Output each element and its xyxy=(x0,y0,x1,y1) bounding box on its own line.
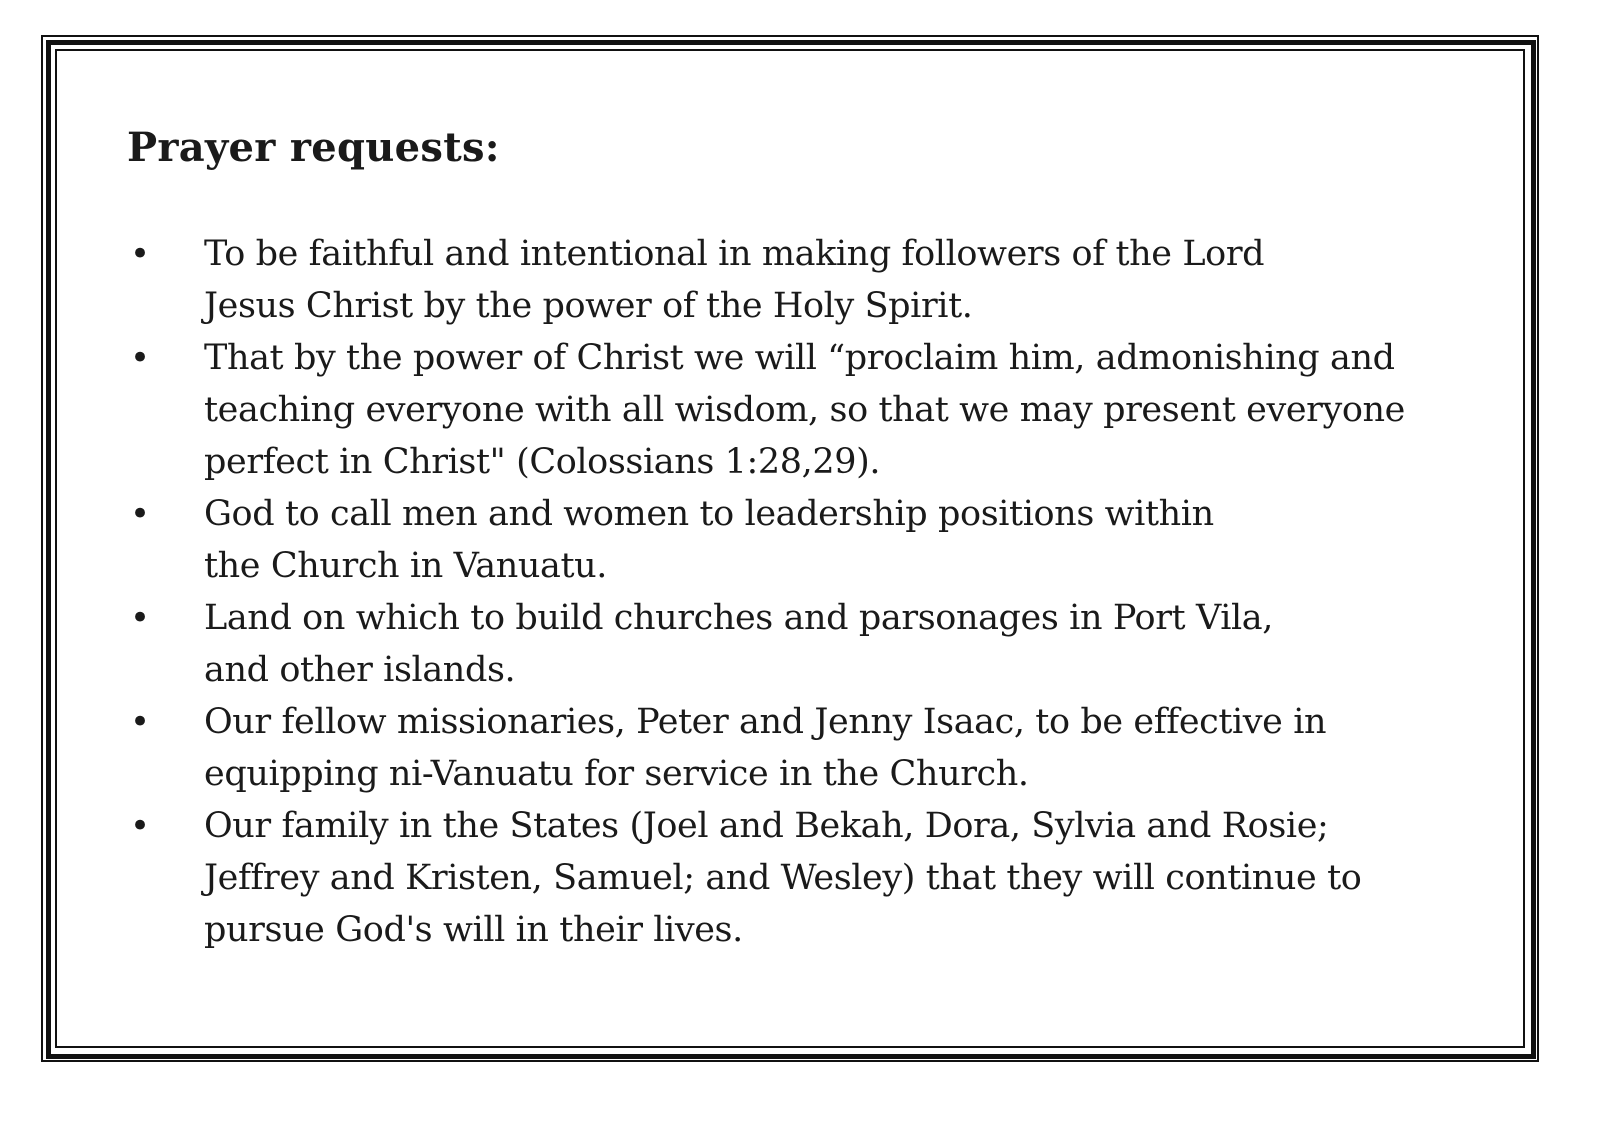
prayer-request-item xyxy=(120,592,1480,696)
bullet-icon: • xyxy=(130,338,151,378)
prayer-request-item xyxy=(120,488,1480,592)
prayer-request-line: equipping ni-Vanuatu for service in the Church. xyxy=(204,754,1029,794)
prayer-request-line: Jesus Christ by the power of the Holy Spirit. xyxy=(204,286,973,326)
prayer-request-line: the Church in Vanuatu. xyxy=(204,546,607,586)
prayer-request-item xyxy=(120,228,1480,332)
prayer-request-item xyxy=(120,696,1480,800)
prayer-request-line: Jeffrey and Kristen, Samuel; and Wesley) that they will continue to xyxy=(204,858,1362,898)
prayer-request-line: Land on which to build churches and parsonages in Port Vila, xyxy=(204,598,1273,638)
bullet-icon: • xyxy=(130,806,151,846)
prayer-request-line: To be faithful and intentional in making followers of the Lord xyxy=(204,234,1265,274)
bullet-icon: • xyxy=(130,494,151,534)
prayer-request-line: teaching everyone with all wisdom, so that we may present everyone xyxy=(204,390,1405,430)
bullet-icon: • xyxy=(130,234,151,274)
prayer-request-line: and other islands. xyxy=(204,650,516,690)
page-title: Prayer requests: xyxy=(127,124,500,171)
bullet-icon: • xyxy=(130,598,151,638)
bullet-icon: • xyxy=(130,702,151,742)
prayer-request-line: perfect in Christ" (Colossians 1:28,29). xyxy=(204,442,881,482)
prayer-request-line: Our family in the States (Joel and Bekah, Dora, Sylvia and Rosie; xyxy=(204,806,1329,846)
prayer-request-line: pursue God's will in their lives. xyxy=(204,910,743,950)
prayer-request-item xyxy=(120,332,1480,488)
prayer-request-list xyxy=(120,228,1480,956)
prayer-request-item xyxy=(120,800,1480,956)
prayer-request-line: That by the power of Christ we will “proclaim him, admonishing and xyxy=(204,338,1395,378)
prayer-request-line: Our fellow missionaries, Peter and Jenny Isaac, to be effective in xyxy=(204,702,1327,742)
prayer-request-line: God to call men and women to leadership positions within xyxy=(204,494,1214,534)
